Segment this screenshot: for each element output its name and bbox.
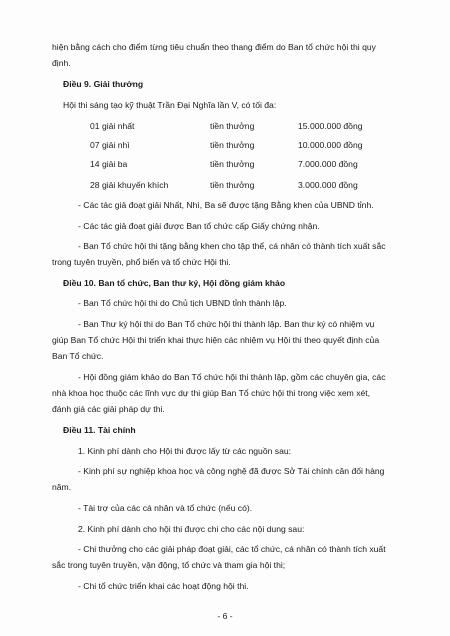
paragraph-line: sắc trong tuyên truyền, vận động, tổ chức và tham gia hội thi; xyxy=(52,560,286,570)
paragraph-line: năm. xyxy=(52,482,72,492)
paragraph-line: 2. Kinh phí dành cho hội thi được chi cho các nội dung sau: xyxy=(78,524,305,534)
paragraph-line: - Ban Tổ chức hội thi do Chủ tịch UBND tỉnh thành lập. xyxy=(78,298,287,308)
prize-amount: 10.000.000 đồng xyxy=(298,140,363,150)
paragraph-line: giúp Ban Tổ chức Hội thi triển khai thực hiện các nhiệm vụ Hội thi theo quyết định của xyxy=(52,335,380,345)
paragraph-line: - Tài trợ của các cá nhân và tổ chức (nếu có). xyxy=(78,503,253,513)
page-number: - 6 - xyxy=(217,611,233,621)
paragraph-line: trong tuyên truyền, phổ biến và tổ chức Hội thi. xyxy=(52,257,231,267)
paragraph-line: - Hội đồng giám khảo do Ban Tổ chức hội thi thành lập, gồm các chuyên gia, các xyxy=(78,372,386,382)
prize-count: 14 giải ba xyxy=(90,159,128,169)
prize-amount: 15.000.000 đồng xyxy=(298,121,363,131)
article-10-heading: Điều 10. Ban tổ chức, Ban thư ký, Hội đồng giám khảo xyxy=(63,278,286,288)
prize-amount: 7.000.000 đồng xyxy=(298,159,358,169)
paragraph-line: Ban Tổ chức. xyxy=(52,351,104,361)
prize-count: 28 giải khuyến khích xyxy=(90,180,169,190)
paragraph-line: nhà khoa học thuộc các lĩnh vực dự thi giúp Ban Tổ chức hội thi trong việc xem xét, xyxy=(52,388,371,398)
paragraph-line: - Các tác giả đoạt giải Nhất, Nhì, Ba sẽ được tặng Bằng khen của UBND tỉnh. xyxy=(78,200,374,210)
paragraph-line: - Các tác giả đoạt giải được Ban tổ chức cấp Giấy chứng nhận. xyxy=(78,221,320,231)
prize-label: tiền thưởng xyxy=(210,159,255,169)
paragraph-line: 1. Kinh phí dành cho Hội thi được lấy từ các nguồn sau: xyxy=(78,446,292,456)
paragraph-line: - Ban Thư ký hội thi do Ban Tổ chức hội thi thành lập. Ban thư ký có nhiệm vụ xyxy=(78,319,375,329)
paragraph-line: - Ban Tổ chức hội thi tặng bằng khen cho tập thể, cá nhân có thành tích xuất sắc xyxy=(78,241,386,251)
article-9-heading: Điều 9. Giải thưởng xyxy=(63,79,144,89)
prize-count: 07 giải nhì xyxy=(90,140,130,150)
paragraph-line: - Chi thưởng cho các giải pháp đoạt giải, các tổ chức, cá nhân có thành tích xuất xyxy=(78,544,386,554)
prize-amount: 3.000.000 đồng xyxy=(298,180,358,190)
article-9-intro: Hội thi sáng tạo kỹ thuật Trần Đại Nghĩa lần V, có tối đa: xyxy=(63,100,277,110)
prize-count: 01 giải nhất xyxy=(90,121,135,131)
paragraph-line: - Chi tổ chức triển khai các hoạt động hội thi. xyxy=(78,581,249,591)
paragraph-line: đánh giá các giải pháp dự thi. xyxy=(52,404,165,414)
prize-label: tiền thưởng xyxy=(210,140,255,150)
intro-line: hiện bằng cách cho điểm từng tiêu chuẩn theo thang điểm do Ban tổ chức hội thi quy xyxy=(52,42,376,52)
prize-label: tiền thưởng xyxy=(210,121,255,131)
prize-label: tiền thưởng xyxy=(210,180,255,190)
intro-line: định. xyxy=(52,58,71,68)
paragraph-line: - Kinh phí sự nghiệp khoa học và công nghệ đã được Sở Tài chính cân đối hàng xyxy=(78,466,385,476)
article-11-heading: Điều 11. Tài chính xyxy=(63,425,136,435)
